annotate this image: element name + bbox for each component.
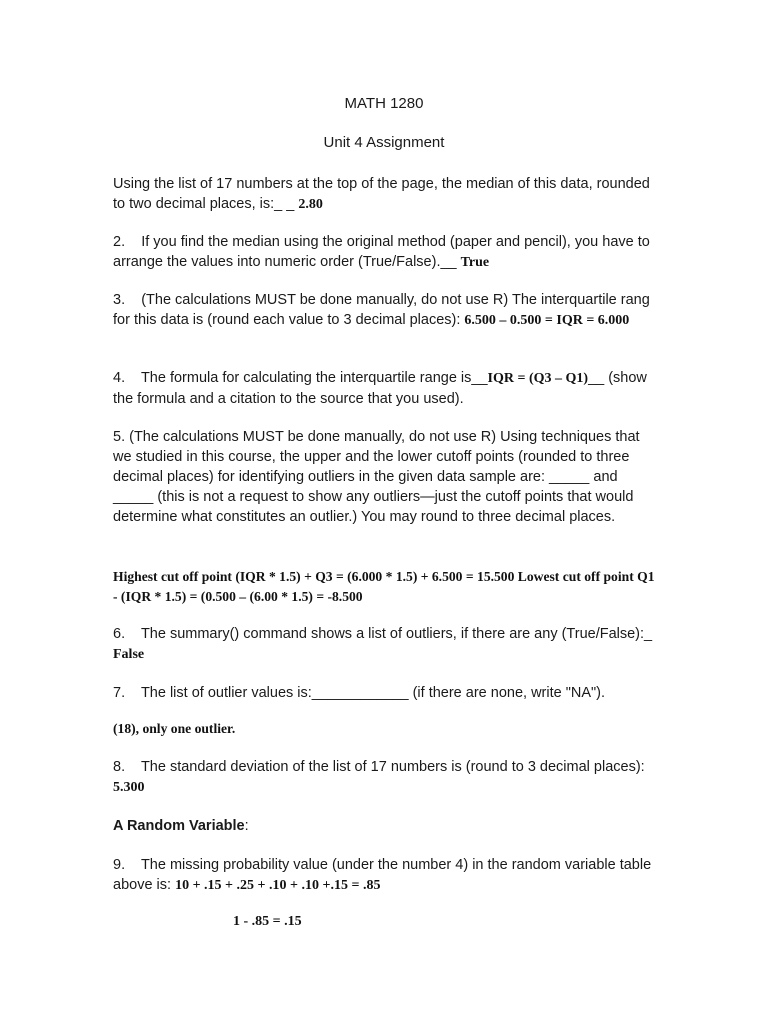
- question-5: [113, 427, 658, 527]
- section-heading-colon: :: [244, 818, 249, 834]
- question-1-answer: 2.80: [298, 197, 323, 212]
- question-7-text: 7. The list of outlier values is:____________ (if there are none, write "NA").: [113, 685, 606, 701]
- question-4-text-before: 4. The formula for calculating the interquartile range is__: [113, 370, 488, 386]
- question-7: [113, 683, 658, 703]
- question-1: [113, 174, 658, 215]
- question-9-calculation: 1 - .85 = .15: [233, 914, 302, 929]
- question-4: [113, 368, 658, 409]
- question-1-text: Using the list of 17 numbers at the top of the page, the median of this data, rounded to two decimal places, is:_ _: [113, 176, 650, 212]
- question-8-text: 8. The standard deviation of the list of 17 numbers is (round to 3 decimal places):: [113, 759, 645, 775]
- question-9: [113, 855, 658, 896]
- question-3-text: 3. (The calculations MUST be done manually, do not use R) The interquartile rang for this data is (round each value to 3 decimal places):: [113, 292, 650, 328]
- section-heading-text: A Random Variable: [113, 818, 245, 834]
- question-4-text-after: __ (show the formula and a citation to the source that you used).: [113, 370, 647, 407]
- question-2: [113, 232, 658, 273]
- question-5-answer: Highest cut off point (IQR * 1.5) + Q3 = (6.000 * 1.5) + 6.500 = 15.500 Lowest cut off point Q1 - (IQR * 1.5) = (0.500 – (6.00 * 1.5) = -8.500: [113, 569, 655, 604]
- question-9-text: 9. The missing probability value (under the number 4) in the random variable table above is:: [113, 857, 652, 893]
- assignment-title: Unit 4 Assignment: [323, 134, 445, 151]
- question-6-answer: False: [113, 647, 145, 662]
- question-6-text: 6. The summary() command shows a list of outliers, if there are any (True/False):_: [113, 626, 653, 642]
- question-8: [113, 757, 658, 798]
- question-8-answer: 5.300: [113, 780, 145, 795]
- question-4-answer: IQR = (Q3 – Q1): [487, 371, 589, 386]
- section-heading: [113, 816, 658, 836]
- question-2-answer: True: [460, 255, 490, 270]
- course-title: MATH 1280: [344, 95, 424, 112]
- question-3-answer: 6.500 – 0.500 = IQR = 6.000: [464, 313, 630, 328]
- question-6: [113, 624, 658, 665]
- question-2-text: 2. If you find the median using the original method (paper and pencil), you have to arrange the values into numeric order (True/False).__: [113, 234, 650, 270]
- question-7-answer: (18), only one outlier.: [113, 721, 236, 736]
- question-9-answer: 10 + .15 + .25 + .10 + .10 +.15 = .85: [175, 878, 381, 893]
- question-5-text: 5. (The calculations MUST be done manually, do not use R) Using techniques that we studied in this course, the upper and the lower cutoff points (rounded to three decimal places) for identifying outliers in the given data sample are: _____ and _____ (this is not a request to show any outliers—just the cutoff points that would determine what constitutes an outlier.) You may round to three decimal places.: [113, 429, 640, 525]
- question-3: [113, 290, 658, 331]
